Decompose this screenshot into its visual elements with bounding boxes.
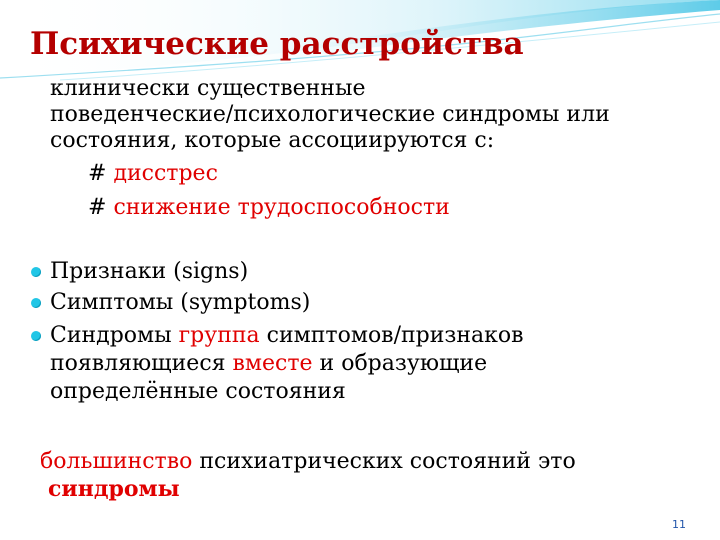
definition-line-1: клинически существенные bbox=[50, 76, 366, 101]
item-text: снижение трудоспособности bbox=[113, 195, 450, 220]
slide-title: Психические расстройства bbox=[30, 26, 524, 62]
definition-line-2: поведенческие/психологические синдромы или bbox=[50, 102, 610, 127]
bullet-dot bbox=[31, 267, 41, 277]
summary-line-2: синдромы bbox=[48, 476, 180, 502]
bullet-syndromes-line-1 bbox=[50, 322, 524, 349]
item-marker: # bbox=[88, 195, 114, 220]
item-marker: # bbox=[88, 161, 114, 186]
highlight-text: вместе bbox=[232, 351, 313, 376]
text-part: Синдромы bbox=[50, 323, 179, 348]
summary-line-1 bbox=[40, 448, 576, 475]
definition-item-distress bbox=[88, 160, 218, 187]
highlight-text: большинство bbox=[40, 449, 193, 474]
definition-line-3: состояния, которые ассоциируются с: bbox=[50, 128, 495, 153]
definition-item-disability bbox=[88, 194, 450, 221]
text-part: симптомов/признаков bbox=[259, 323, 524, 348]
bullet-syndromes-line-2 bbox=[50, 350, 487, 377]
text-part: психиатрических состояний это bbox=[192, 449, 576, 474]
bullet-dot bbox=[31, 331, 41, 341]
bullet-signs: Признаки (signs) bbox=[50, 259, 249, 284]
bullet-dot bbox=[31, 298, 41, 308]
text-part: появляющиеся bbox=[50, 351, 233, 376]
bullet-symptoms: Симптомы (symptoms) bbox=[50, 290, 311, 315]
item-text: дисстрес bbox=[113, 161, 218, 186]
highlight-text: группа bbox=[178, 323, 260, 348]
bullet-syndromes-line-3: определённые состояния bbox=[50, 379, 346, 404]
page-number: 11 bbox=[672, 518, 686, 531]
text-part: и образующие bbox=[312, 351, 488, 376]
